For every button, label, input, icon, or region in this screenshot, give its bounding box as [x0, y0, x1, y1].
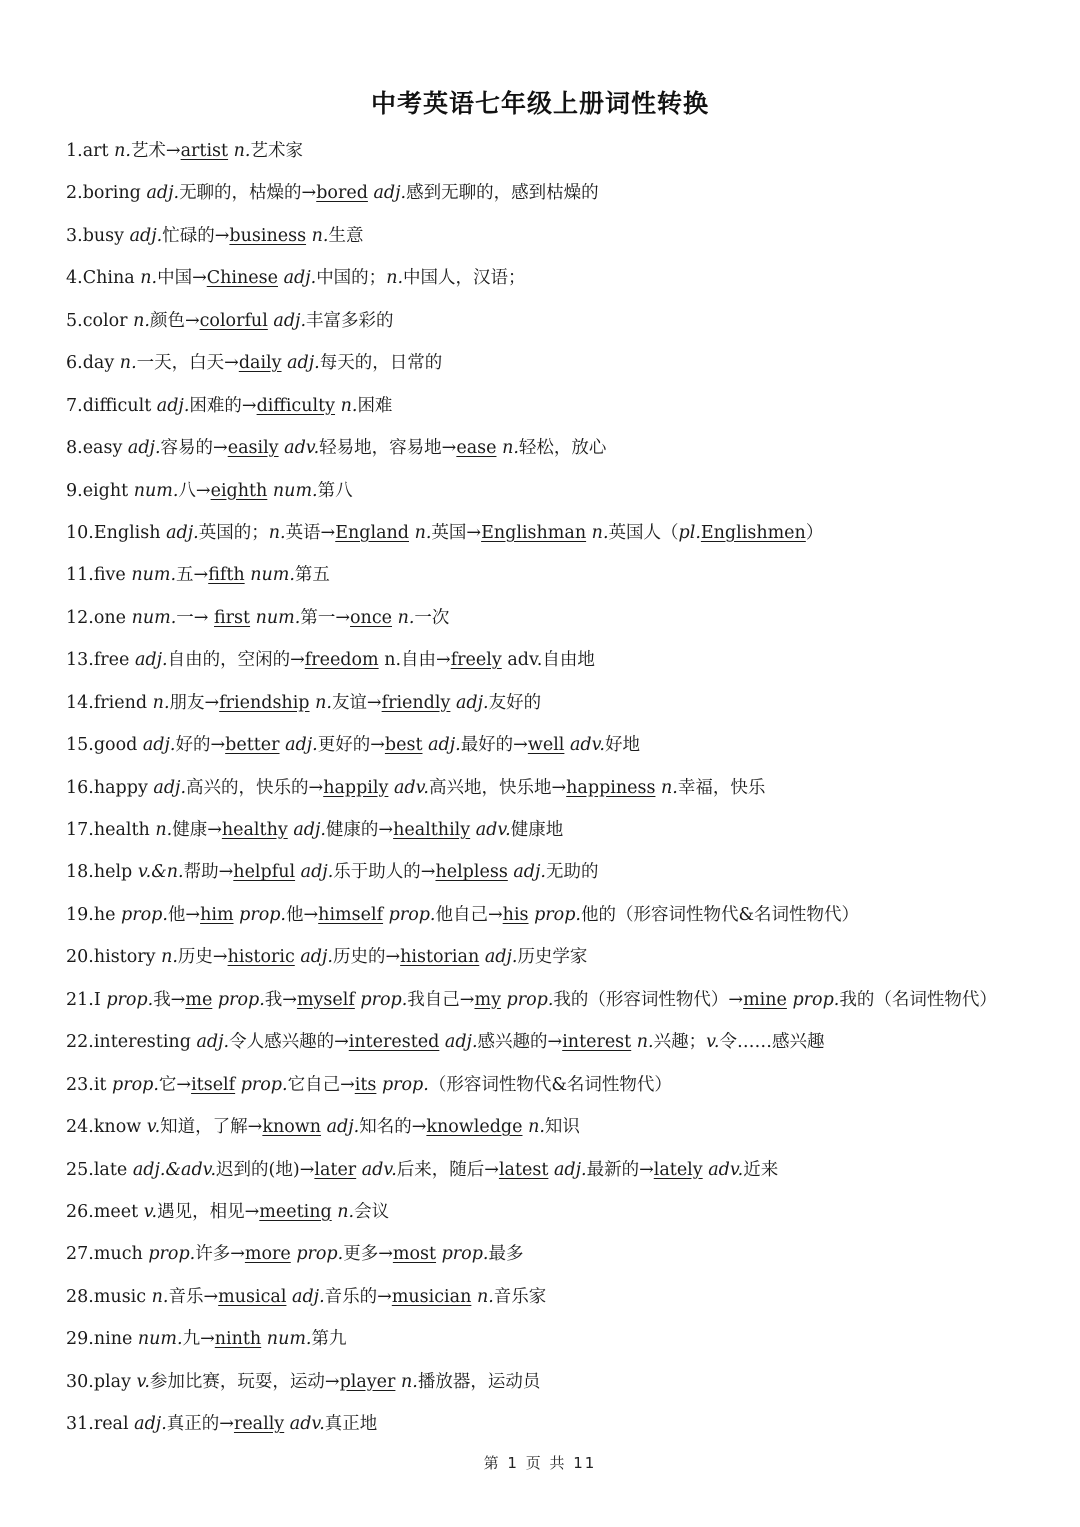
part-of-speech: adj.	[300, 862, 334, 883]
word-entry	[66, 898, 1046, 940]
part-of-speech: adj.	[283, 268, 317, 289]
part-of-speech: num.	[131, 565, 177, 586]
entry-text: 音乐→	[168, 1286, 219, 1307]
entry-text: 25.late	[66, 1159, 133, 1180]
entry-text: 后来，随后→	[396, 1159, 499, 1180]
derived-word: historic	[227, 947, 295, 968]
entry-text: 音乐家	[493, 1286, 547, 1307]
entry-text: 我的（名词性物代）	[839, 989, 997, 1010]
part-of-speech: n.	[119, 353, 137, 374]
derived-word: myself	[296, 989, 355, 1010]
derived-word: meeting	[259, 1201, 332, 1222]
part-of-speech: num.	[131, 607, 177, 628]
entry-text: 音乐的→	[324, 1286, 392, 1307]
entry-text: 第五	[294, 565, 330, 586]
entry-text: adv.自由地	[501, 650, 595, 671]
part-of-speech: adj.	[166, 522, 199, 543]
derived-word: healthily	[393, 820, 471, 840]
word-entry	[66, 176, 1046, 218]
part-of-speech: n.	[400, 1371, 418, 1392]
entry-text: 知识	[544, 1117, 580, 1138]
part-of-speech: adv.	[708, 1159, 744, 1180]
derived-word: happily	[323, 777, 389, 798]
derived-word: easily	[227, 438, 279, 459]
derived-word: first	[214, 607, 251, 628]
entry-text: 我的（形容词性物代）→	[553, 989, 744, 1010]
entry-text: 颜色→	[149, 310, 200, 331]
entry-text: 我→	[264, 989, 297, 1010]
part-of-speech: prop.	[360, 989, 408, 1010]
entry-text: 高兴地，快乐地→	[428, 777, 567, 798]
entry-text: 最好的→	[460, 735, 528, 756]
entry-text: 无聊的，枯燥的→	[179, 183, 317, 204]
entry-text: 它自己→	[287, 1074, 355, 1095]
entry-text: 会议	[354, 1201, 390, 1222]
part-of-speech: prop.	[121, 904, 168, 925]
part-of-speech: prop.	[240, 1074, 288, 1095]
entry-text: 28.music	[66, 1286, 152, 1307]
part-of-speech: prop.	[534, 904, 581, 925]
entry-text: 艺术→	[130, 141, 181, 161]
word-entry	[66, 1025, 1046, 1067]
derived-word: colorful	[199, 310, 268, 331]
derived-word: bored	[316, 183, 368, 204]
entry-text: 他→	[286, 904, 319, 925]
derived-word: freely	[450, 650, 502, 671]
entry-text: 他→	[167, 904, 201, 925]
part-of-speech: num.	[272, 480, 318, 501]
part-of-speech: adj.	[428, 735, 461, 756]
document-title: 中考英语七年级上册词性转换	[370, 89, 709, 118]
derived-word: musician	[391, 1286, 472, 1307]
part-of-speech: adj.	[300, 947, 333, 968]
entry-text: 他自己→	[435, 904, 503, 925]
derived-word: mine	[743, 989, 787, 1010]
entry-text: 忙碌的→	[162, 225, 230, 246]
derived-word: best	[384, 735, 423, 756]
part-of-speech: adj.	[293, 820, 326, 840]
part-of-speech: num.	[250, 565, 295, 586]
derived-word: freedom	[304, 650, 379, 671]
part-of-speech: prop.	[381, 1074, 429, 1095]
entry-list	[66, 134, 1046, 1450]
part-of-speech: n.	[476, 1286, 494, 1307]
entry-text: 最新的→	[586, 1159, 654, 1180]
entry-text: 一次	[414, 607, 450, 628]
part-of-speech: prop.	[148, 1244, 196, 1265]
part-of-speech: prop.	[239, 904, 286, 925]
word-entry	[66, 431, 1046, 473]
entry-text: 英国→	[431, 522, 482, 543]
part-of-speech: adj.	[553, 1159, 587, 1180]
derived-word: most	[392, 1244, 437, 1265]
part-of-speech: adj.	[127, 438, 161, 459]
entry-text: 12.one	[66, 607, 132, 628]
derived-word: once	[350, 607, 392, 628]
entry-text: 感到无聊的，感到枯燥的	[406, 183, 599, 204]
entry-text: 30.play	[66, 1371, 137, 1392]
derived-word: ninth	[214, 1329, 262, 1350]
part-of-speech: adj.	[287, 353, 320, 374]
entry-text: 21.I	[66, 989, 107, 1010]
entry-text: 我→	[153, 989, 186, 1010]
entry-text: 7.difficult	[66, 395, 157, 416]
derived-word: daily	[238, 353, 282, 374]
derived-word: difficulty	[256, 395, 336, 416]
part-of-speech: n.	[661, 777, 678, 798]
derived-word: latest	[498, 1159, 549, 1180]
part-of-speech: num.	[137, 1329, 183, 1350]
derived-word: himself	[318, 904, 384, 925]
part-of-speech: adv.	[475, 820, 511, 840]
entry-text: 真正地	[324, 1414, 378, 1435]
word-entry	[66, 813, 1046, 855]
derived-word: more	[244, 1244, 291, 1265]
part-of-speech: adj.	[129, 225, 163, 246]
entry-text: 近来	[743, 1159, 779, 1180]
word-entry	[66, 516, 1046, 558]
entry-text: 八→	[178, 480, 211, 501]
word-entry	[66, 728, 1046, 770]
entry-text: 好的→	[175, 735, 226, 756]
part-of-speech: n.	[114, 141, 131, 161]
derived-word: historian	[400, 947, 480, 968]
entry-text: 历史→	[177, 947, 228, 968]
entry-text: 我自己→	[407, 989, 475, 1010]
part-of-speech: prop.	[112, 1074, 159, 1095]
entry-text: 健康→	[172, 820, 222, 840]
part-of-speech: n.	[268, 522, 286, 543]
entry-text: 迟到的(地)→	[216, 1159, 315, 1180]
part-of-speech: n.	[152, 692, 170, 713]
derived-word: friendly	[381, 692, 451, 713]
part-of-speech: prop.	[792, 989, 840, 1010]
entry-text: 自由的，空闲的→	[167, 650, 305, 671]
word-entry	[66, 1153, 1046, 1195]
entry-text: 好地	[604, 735, 640, 756]
derived-word: friendship	[219, 692, 310, 713]
derived-word: ease	[456, 438, 497, 459]
entry-text: 29.nine	[66, 1329, 138, 1350]
part-of-speech: num.	[133, 480, 179, 501]
entry-text: 每天的，日常的	[319, 353, 443, 374]
entry-text: 生意	[328, 225, 364, 246]
derived-word: helpless	[435, 862, 508, 883]
part-of-speech: n.	[528, 1117, 545, 1138]
derived-word: later	[314, 1159, 357, 1180]
derived-word: itself	[191, 1074, 236, 1095]
derived-word: me	[185, 989, 213, 1010]
word-entry	[66, 686, 1046, 728]
entry-text: 友好的	[488, 692, 542, 713]
word-entry	[66, 643, 1046, 685]
word-entry	[66, 1280, 1046, 1322]
part-of-speech: adj.&adv.	[132, 1159, 217, 1180]
entry-text: 幸福，快乐	[677, 777, 766, 798]
entry-text: 中国的；	[316, 268, 387, 289]
part-of-speech: n.	[315, 692, 332, 713]
part-of-speech: n.	[311, 225, 329, 246]
part-of-speech: adv.	[284, 438, 320, 459]
part-of-speech: prop.	[217, 989, 265, 1010]
entry-text: 乐于助人的→	[333, 862, 436, 883]
page-footer: 第 1 页 共 11	[483, 1454, 597, 1472]
entry-text: 27.much	[66, 1244, 149, 1265]
derived-word: its	[354, 1074, 377, 1095]
part-of-speech: adv.	[569, 735, 605, 756]
derived-word: player	[339, 1371, 396, 1392]
entry-text: 高兴的，快乐的→	[186, 777, 324, 798]
part-of-speech: adv.	[361, 1159, 397, 1180]
entry-text: 中国人，汉语；	[403, 268, 526, 289]
entry-text: ）	[805, 522, 824, 543]
entry-text: 令人感兴趣的→	[229, 1032, 349, 1053]
entry-text: 18.help	[66, 862, 138, 883]
word-entry	[66, 261, 1046, 303]
derived-word: business	[229, 225, 307, 246]
entry-text: 五→	[176, 565, 209, 586]
part-of-speech: prop.	[441, 1244, 489, 1265]
derived-word: healthy	[221, 820, 288, 840]
part-of-speech: n.	[591, 522, 609, 543]
entry-text: 23.it	[66, 1074, 113, 1095]
entry-text: 第一→	[300, 607, 351, 628]
entry-text: 友谊→	[331, 692, 382, 713]
part-of-speech: n.	[233, 141, 251, 161]
entry-text: 容易的→	[160, 438, 228, 459]
entry-text: 历史的→	[332, 947, 401, 968]
part-of-speech: v.&n.	[137, 862, 184, 883]
entry-text: 兴趣；	[653, 1032, 707, 1053]
entry-text: 24.know	[66, 1117, 147, 1138]
entry-text: 一天，白天→	[136, 353, 239, 374]
part-of-speech: n.	[386, 268, 404, 289]
derived-word: his	[502, 904, 529, 925]
part-of-speech: adj.	[156, 395, 190, 416]
entry-text: 轻松，放心	[518, 438, 607, 459]
entry-text: 11.five	[66, 565, 132, 586]
part-of-speech: adj.	[273, 310, 307, 331]
entry-text: 最多	[488, 1244, 524, 1265]
entry-text: 九→	[182, 1329, 215, 1350]
entry-text: 真正的→	[166, 1414, 234, 1435]
word-entry	[66, 1365, 1046, 1407]
part-of-speech: n.	[133, 310, 150, 331]
word-entry	[66, 940, 1046, 982]
entry-text: 4.China	[66, 268, 141, 289]
entry-text: 令……感兴趣	[719, 1032, 825, 1053]
derived-word: really	[233, 1414, 285, 1435]
entry-text: 8.easy	[66, 438, 128, 459]
word-entry	[66, 134, 1046, 176]
part-of-speech: n.	[140, 268, 158, 289]
word-entry	[66, 601, 1046, 643]
word-entry	[66, 1195, 1046, 1237]
entry-text: 它→	[158, 1074, 192, 1095]
entry-text: 22.interesting	[66, 1032, 197, 1053]
entry-text: 13.free	[66, 650, 135, 671]
part-of-speech: adj.	[292, 1286, 325, 1307]
entry-text: 19.he	[66, 904, 122, 925]
entry-text: 帮助→	[183, 862, 234, 883]
word-entry	[66, 1068, 1046, 1110]
part-of-speech: adj.	[455, 692, 489, 713]
entry-text: 感兴趣的→	[477, 1032, 563, 1053]
derived-word: Englishman	[481, 522, 587, 543]
word-entry	[66, 1322, 1046, 1364]
entry-text: 1.art	[66, 141, 115, 161]
part-of-speech: n.	[502, 438, 519, 459]
entry-text: 英国的；	[198, 522, 269, 543]
entry-text: 第八	[317, 480, 353, 501]
part-of-speech: n.	[151, 1286, 169, 1307]
entry-text: 遇见，相见→	[157, 1201, 260, 1222]
derived-word: known	[262, 1117, 322, 1138]
entry-text: 轻易地，容易地→	[319, 438, 457, 459]
part-of-speech: adj.	[142, 735, 176, 756]
entry-text: 更好的→	[317, 735, 385, 756]
part-of-speech: prop.	[506, 989, 554, 1010]
entry-text: 更多→	[343, 1244, 393, 1265]
entry-text: 艺术家	[250, 141, 303, 161]
entry-text: 15.good	[66, 735, 143, 756]
part-of-speech: adj.	[326, 1117, 360, 1138]
derived-word: lately	[653, 1159, 703, 1180]
part-of-speech: adj.	[513, 862, 546, 883]
part-of-speech: n.	[414, 522, 432, 543]
derived-word: helpful	[233, 862, 296, 883]
word-entry	[66, 558, 1046, 600]
entry-text: 参加比赛，玩耍，运动→	[149, 1371, 340, 1392]
entry-text: 他的（形容词性物代&名词性物代）	[580, 904, 860, 925]
entry-text: 31.real	[66, 1414, 135, 1435]
part-of-speech: v.	[706, 1032, 720, 1053]
entry-text: 英语→	[285, 522, 336, 543]
entry-text: 健康地	[510, 820, 564, 840]
entry-text: 许多→	[195, 1244, 245, 1265]
derived-word: England	[335, 522, 409, 543]
entry-text: 丰富多彩的	[306, 310, 394, 331]
part-of-speech: adv.	[289, 1414, 325, 1435]
entry-text: 20.history	[66, 947, 162, 968]
part-of-speech: prop.	[106, 989, 154, 1010]
entry-text: 困难	[357, 395, 393, 416]
word-entry	[66, 346, 1046, 388]
derived-word: Chinese	[206, 268, 278, 289]
part-of-speech: prop.	[388, 904, 436, 925]
part-of-speech: v.	[146, 1117, 161, 1138]
entry-text: 知道，了解→	[160, 1117, 263, 1138]
part-of-speech: adj.	[285, 735, 318, 756]
derived-word: him	[200, 904, 234, 925]
part-of-speech: n.	[636, 1032, 654, 1053]
entry-text: n.自由→	[378, 650, 451, 671]
word-entry	[66, 983, 1046, 1025]
derived-word: my	[474, 989, 501, 1010]
word-entry	[66, 474, 1046, 516]
word-entry	[66, 389, 1046, 431]
entry-text: 14.friend	[66, 692, 153, 713]
entry-text: 困难的→	[189, 395, 257, 416]
word-entry	[66, 771, 1046, 813]
part-of-speech: adj.	[373, 183, 407, 204]
derived-word: eighth	[210, 480, 268, 501]
part-of-speech: n.	[161, 947, 178, 968]
part-of-speech: n.	[337, 1201, 355, 1222]
derived-word: happiness	[566, 777, 656, 798]
part-of-speech: adj.	[484, 947, 518, 968]
word-entry	[66, 304, 1046, 346]
entry-text: 17.health	[66, 820, 156, 840]
entry-text: （形容词性物代&名词性物代）	[428, 1074, 672, 1095]
part-of-speech: adj.	[196, 1032, 230, 1053]
entry-text: 10.English	[66, 522, 167, 543]
derived-word: artist	[180, 141, 229, 161]
word-entry	[66, 855, 1046, 897]
part-of-speech: adj.	[146, 183, 180, 204]
entry-text: 朋友→	[169, 692, 220, 713]
entry-text: 知名的→	[359, 1117, 427, 1138]
entry-text: 健康的→	[325, 820, 394, 840]
part-of-speech: prop.	[296, 1244, 344, 1265]
entry-text: 中国→	[157, 268, 207, 289]
derived-word: interest	[562, 1032, 632, 1053]
entry-text: 一→	[176, 607, 214, 628]
derived-word: knowledge	[426, 1117, 523, 1138]
part-of-speech: n.	[397, 607, 415, 628]
word-entry	[66, 1237, 1046, 1279]
part-of-speech: n.	[340, 395, 358, 416]
entry-text: 16.happy	[66, 777, 154, 798]
part-of-speech: adj.	[134, 1414, 167, 1435]
part-of-speech: adj.	[134, 650, 168, 671]
part-of-speech: adv.	[393, 777, 429, 798]
entry-text: 2.boring	[66, 183, 147, 204]
derived-word: better	[225, 735, 280, 756]
entry-text: 第九	[311, 1329, 347, 1350]
part-of-speech: adj.	[153, 777, 187, 798]
part-of-speech: num.	[255, 607, 301, 628]
derived-word: Englishmen	[700, 522, 806, 543]
derived-word: musical	[218, 1286, 287, 1307]
entry-text: 无助的	[546, 862, 599, 883]
part-of-speech: n.	[155, 820, 173, 840]
entry-text: 播放器，运动员	[417, 1371, 541, 1392]
part-of-speech: v.	[143, 1201, 158, 1222]
entry-text: 9.eight	[66, 480, 134, 501]
part-of-speech: v.	[136, 1371, 150, 1392]
derived-word: fifth	[208, 565, 245, 586]
word-entry	[66, 1110, 1046, 1152]
part-of-speech: pl.	[678, 522, 701, 543]
part-of-speech: adj.	[444, 1032, 478, 1053]
entry-text: 6.day	[66, 353, 120, 374]
entry-text: 26.meet	[66, 1201, 144, 1222]
word-entry	[66, 1407, 1046, 1449]
word-entry	[66, 219, 1046, 261]
entry-text: 3.busy	[66, 225, 130, 246]
entry-text: 历史学家	[517, 947, 588, 968]
part-of-speech: num.	[266, 1329, 312, 1350]
entry-text: 英国人（	[608, 522, 679, 543]
derived-word: well	[527, 735, 565, 756]
entry-text: 5.color	[66, 310, 134, 331]
derived-word: interested	[348, 1032, 440, 1053]
